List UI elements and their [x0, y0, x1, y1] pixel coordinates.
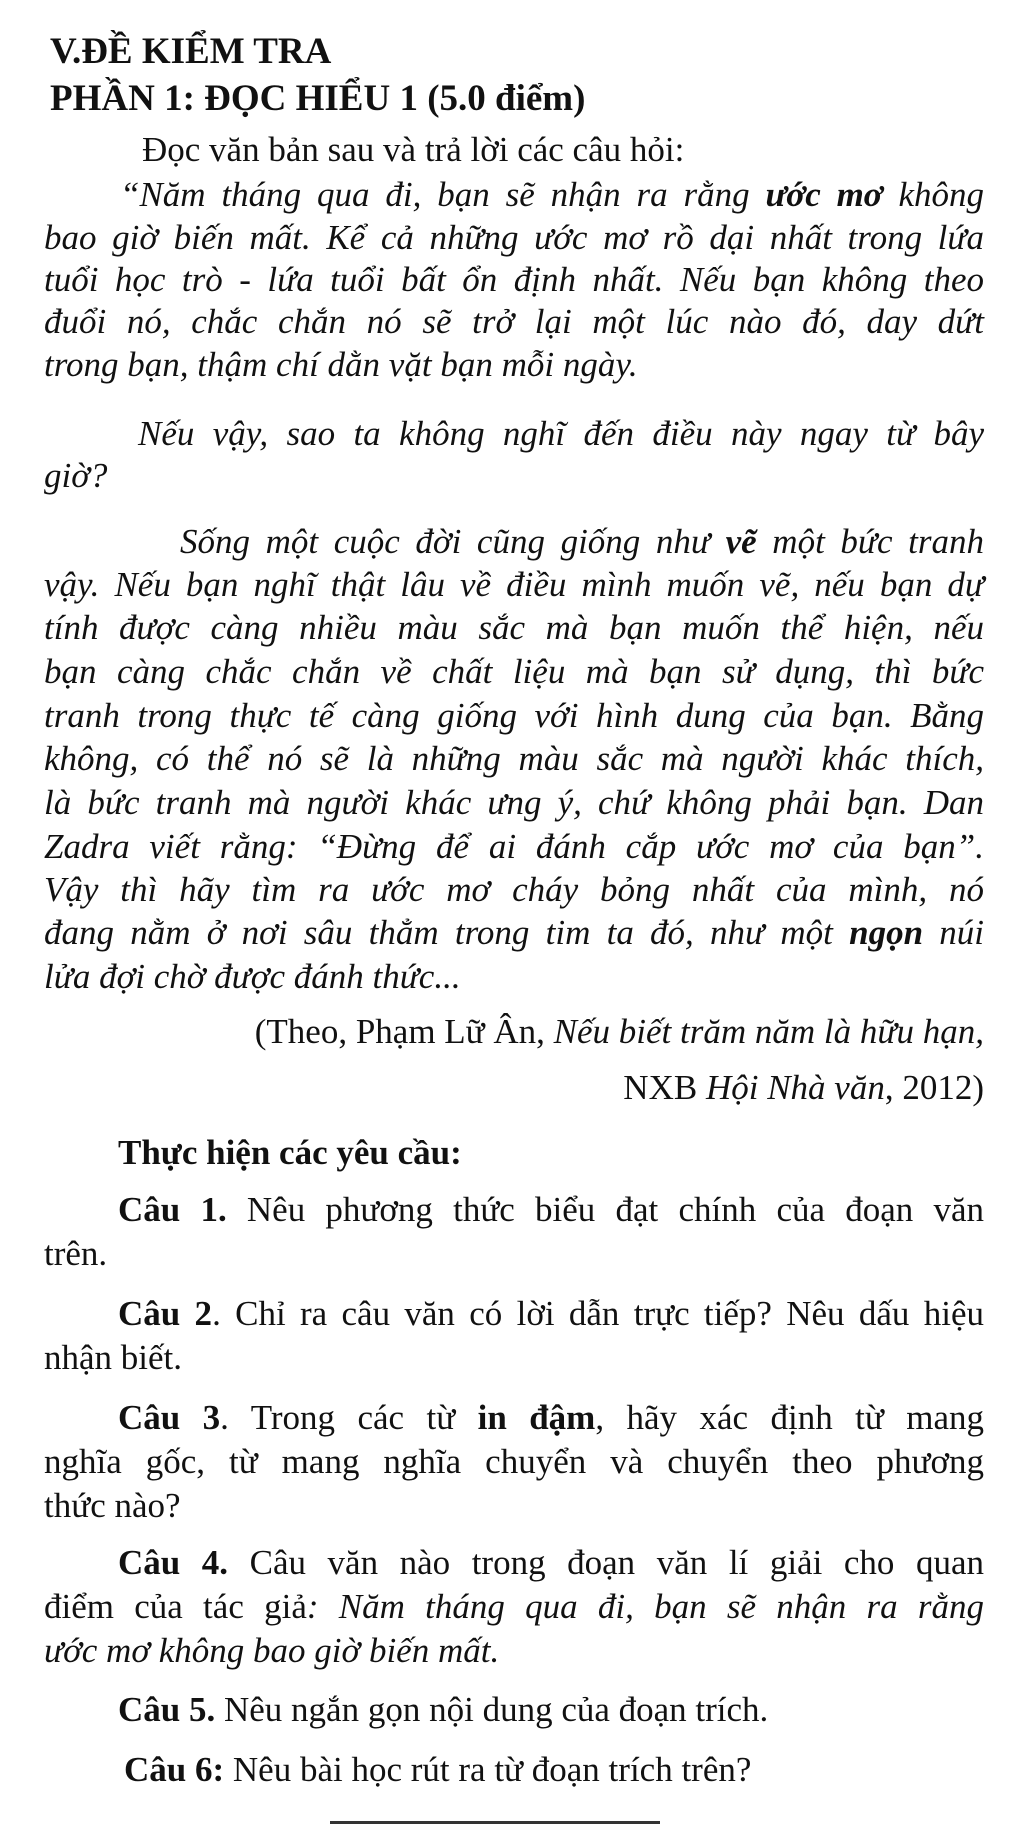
publisher-prefix: NXB [623, 1068, 706, 1107]
passage-text: một bức tranh [756, 522, 984, 561]
passage-line [180, 520, 984, 564]
source-author: (Theo, Phạm Lữ Ân, [254, 1012, 554, 1051]
passage-line: lửa đợi chờ được đánh thức... [44, 957, 461, 996]
question-text: Nêu bài học rút ra từ đoạn trích trên? [224, 1750, 752, 1789]
question-text: . Chỉ ra câu văn có lời dẫn trực tiếp? Nêu dấu hiệu [212, 1294, 984, 1333]
source-citation [255, 1010, 984, 1054]
question-3 [118, 1396, 984, 1440]
question-4 [118, 1541, 984, 1585]
bold-word-ngon: ngọn [849, 913, 924, 952]
question-2-cont: nhận biết. [44, 1338, 183, 1377]
question-text: Nêu ngắn gọn nội dung của đoạn trích. [215, 1690, 769, 1729]
passage-text: không [882, 175, 984, 214]
question-4-cont [44, 1585, 984, 1629]
question-1-cont: trên. [44, 1234, 108, 1273]
question-4-cont: ước mơ không bao giờ biến mất. [44, 1631, 500, 1670]
passage-line [120, 173, 984, 217]
source-publisher [623, 1066, 984, 1110]
bold-word-uoc-mo: ước mơ [765, 175, 883, 214]
source-book-title: Nếu biết trăm năm là hữu hạn, [553, 1012, 984, 1051]
publisher-name: Hội Nhà văn [705, 1068, 885, 1107]
passage-text: đang nằm ở nơi sâu thẳm trong tim ta đó, như một [44, 913, 850, 952]
question-6 [124, 1748, 984, 1792]
bold-term-in-dam: in đậm [477, 1398, 596, 1437]
tasks-heading: Thực hiện các yêu cầu: [118, 1133, 462, 1172]
passage-line: Zadra viết rằng: “Đừng để ai đánh cắp ước mơ của bạn”. [44, 827, 984, 866]
question-2 [118, 1292, 984, 1336]
passage-line: vậy. Nếu bạn nghĩ thật lâu về điều mình muốn vẽ, nếu bạn dự [44, 565, 984, 604]
part1-title: PHẦN 1: ĐỌC HIỂU 1 (5.0 điểm) [50, 78, 586, 119]
bold-word-ve: vẽ [725, 522, 757, 561]
question-1 [118, 1188, 984, 1232]
passage-line: bạn càng chắc chắn về chất liệu mà bạn sử dụng, thì bức [44, 652, 984, 691]
passage-text: Sống một cuộc đời cũng giống như [180, 522, 726, 561]
passage-line: không, có thể nó sẽ là những màu sắc mà người khác thích, [44, 739, 984, 778]
question-label: Câu 4. [118, 1543, 229, 1582]
passage-line: Vậy thì hãy tìm ra ước mơ cháy bỏng nhất của mình, nó [44, 870, 984, 909]
passage-line: là bức tranh mà người khác ưng ý, chứ không phải bạn. Dan [44, 783, 984, 822]
passage-line: tuổi học trò - lứa tuổi bất ổn định nhất. Nếu bạn không theo [44, 260, 984, 299]
quoted-text: : Năm tháng qua đi, bạn sẽ nhận ra rằng [306, 1587, 984, 1626]
question-text: . Trong các từ [220, 1398, 478, 1437]
passage-line: giờ? [44, 456, 108, 495]
question-5 [118, 1688, 984, 1732]
question-label: Câu 5. [118, 1690, 216, 1729]
question-text: Nêu phương thức biểu đạt chính của đoạn văn [226, 1190, 984, 1229]
passage-line [44, 911, 984, 955]
question-label: Câu 2 [118, 1294, 213, 1333]
cropped-text-edge [330, 1821, 660, 1824]
passage-line: bao giờ biến mất. Kể cả những ước mơ rồ dại nhất trong lứa [44, 218, 984, 257]
passage-line: tính được càng nhiều màu sắc mà bạn muốn thể hiện, nếu [44, 608, 984, 647]
passage-line: Nếu vậy, sao ta không nghĩ đến điều này ngay từ bây [138, 414, 984, 453]
question-label: Câu 3 [118, 1398, 221, 1437]
passage-line: đuổi nó, chắc chắn nó sẽ trở lại một lúc nào đó, day dứt [44, 302, 984, 341]
question-text: , hãy xác định từ mang [595, 1398, 984, 1437]
question-text: điểm của tác giả [44, 1587, 307, 1626]
passage-line: tranh trong thực tế càng giống với hình dung của bạn. Bằng [44, 696, 984, 735]
question-text: Câu văn nào trong đoạn văn lí giải cho quan [228, 1543, 984, 1582]
question-3-cont: thức nào? [44, 1486, 181, 1525]
section-title: V.ĐỀ KIỂM TRA [50, 31, 332, 72]
reading-instruction: Đọc văn bản sau và trả lời các câu hỏi: [142, 130, 685, 169]
question-3-cont: nghĩa gốc, từ mang nghĩa chuyển và chuyển theo phương [44, 1442, 984, 1481]
question-label: Câu 6: [124, 1750, 225, 1789]
passage-line: trong bạn, thậm chí dằn vặt bạn mỗi ngày. [44, 345, 638, 384]
question-label: Câu 1. [118, 1190, 227, 1229]
publisher-year: , 2012) [884, 1068, 984, 1107]
passage-text: núi [923, 913, 985, 952]
passage-text: “Năm tháng qua đi, bạn sẽ nhận ra rằng [120, 175, 766, 214]
